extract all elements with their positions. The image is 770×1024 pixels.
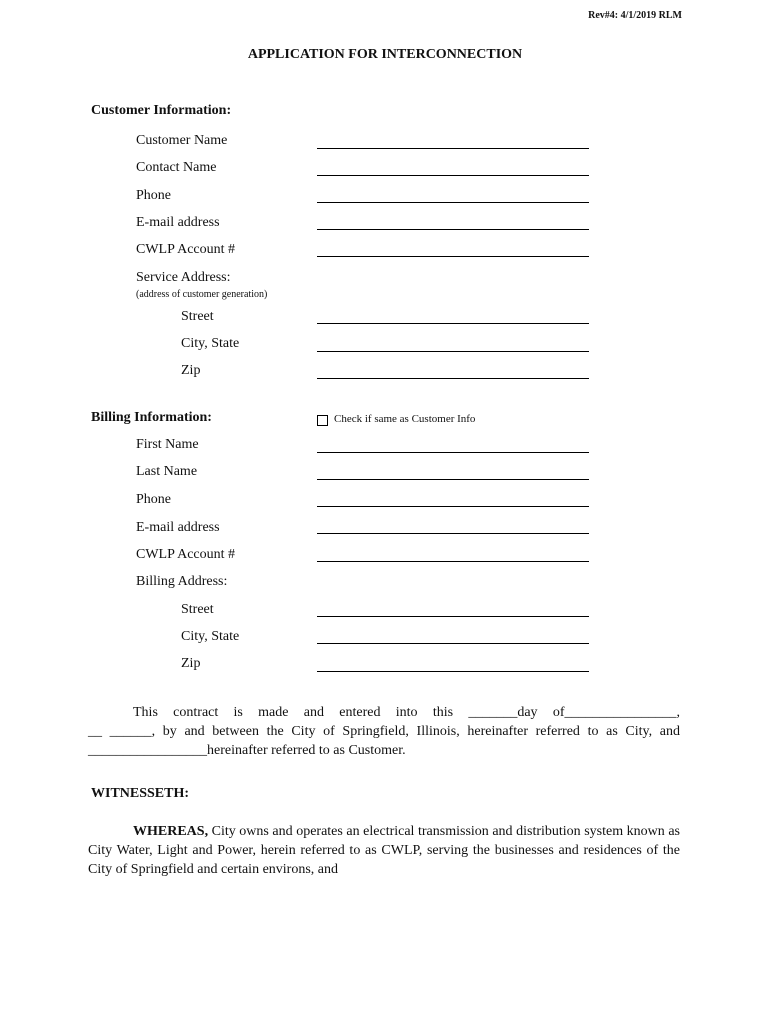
customer-phone-label: Phone [136,188,171,203]
customer-phone-field[interactable] [317,202,589,203]
billing-phone-field[interactable] [317,506,589,507]
billing-account-field[interactable] [317,561,589,562]
whereas-bold: WHEREAS, [133,824,209,839]
service-zip-label: Zip [181,363,201,378]
billing-zip-field[interactable] [317,671,589,672]
service-address-note: (address of customer generation) [136,289,268,300]
contract-line-3: _________________hereinafter referred to as Customer. [88,743,406,758]
billing-last-name-field[interactable] [317,479,589,480]
customer-name-label: Customer Name [136,133,228,148]
customer-email-label: E-mail address [136,215,220,230]
contract-line-2: __ ______, by and between the City of Springfield, Illinois, hereinafter referred to as City, and [88,724,680,739]
contract-paragraph [88,703,680,760]
same-as-customer-checkbox[interactable] [317,415,328,426]
billing-address-label: Billing Address: [136,574,228,589]
service-city-state-field[interactable] [317,351,589,352]
billing-street-field[interactable] [317,616,589,617]
service-city-state-label: City, State [181,336,240,351]
billing-street-label: Street [181,602,214,617]
billing-email-field[interactable] [317,533,589,534]
witnesseth-heading: WITNESSETH: [91,786,190,801]
service-street-field[interactable] [317,323,589,324]
billing-email-label: E-mail address [136,520,220,535]
contract-line-1: This contract is made and entered into this _______day of________________, [133,705,680,720]
billing-city-state-label: City, State [181,629,240,644]
billing-city-state-field[interactable] [317,643,589,644]
customer-account-field[interactable] [317,256,589,257]
billing-section-heading: Billing Information: [91,410,212,425]
billing-phone-label: Phone [136,492,171,507]
service-street-label: Street [181,309,214,324]
billing-first-name-field[interactable] [317,452,589,453]
billing-account-label: CWLP Account # [136,547,236,562]
whereas-paragraph [88,822,680,879]
customer-account-label: CWLP Account # [136,242,236,257]
same-as-customer-label: Check if same as Customer Info [334,413,476,425]
service-zip-field[interactable] [317,378,589,379]
contact-name-label: Contact Name [136,160,217,175]
whereas-text: City owns and operates an electrical transmission and distribution system known as City Water, Light and Power, herein referred to as CWLP, serving the businesses and residences of the City of Springfield and certain environs, and [88,824,680,877]
billing-last-name-label: Last Name [136,464,198,479]
contact-name-field[interactable] [317,175,589,176]
revision-stamp: Rev#4: 4/1/2019 RLM [588,10,682,21]
service-address-label: Service Address: [136,270,231,285]
billing-first-name-label: First Name [136,437,199,452]
page-title: APPLICATION FOR INTERCONNECTION [247,47,523,62]
billing-zip-label: Zip [181,656,201,671]
customer-section-heading: Customer Information: [91,103,232,118]
customer-name-field[interactable] [317,148,589,149]
customer-email-field[interactable] [317,229,589,230]
